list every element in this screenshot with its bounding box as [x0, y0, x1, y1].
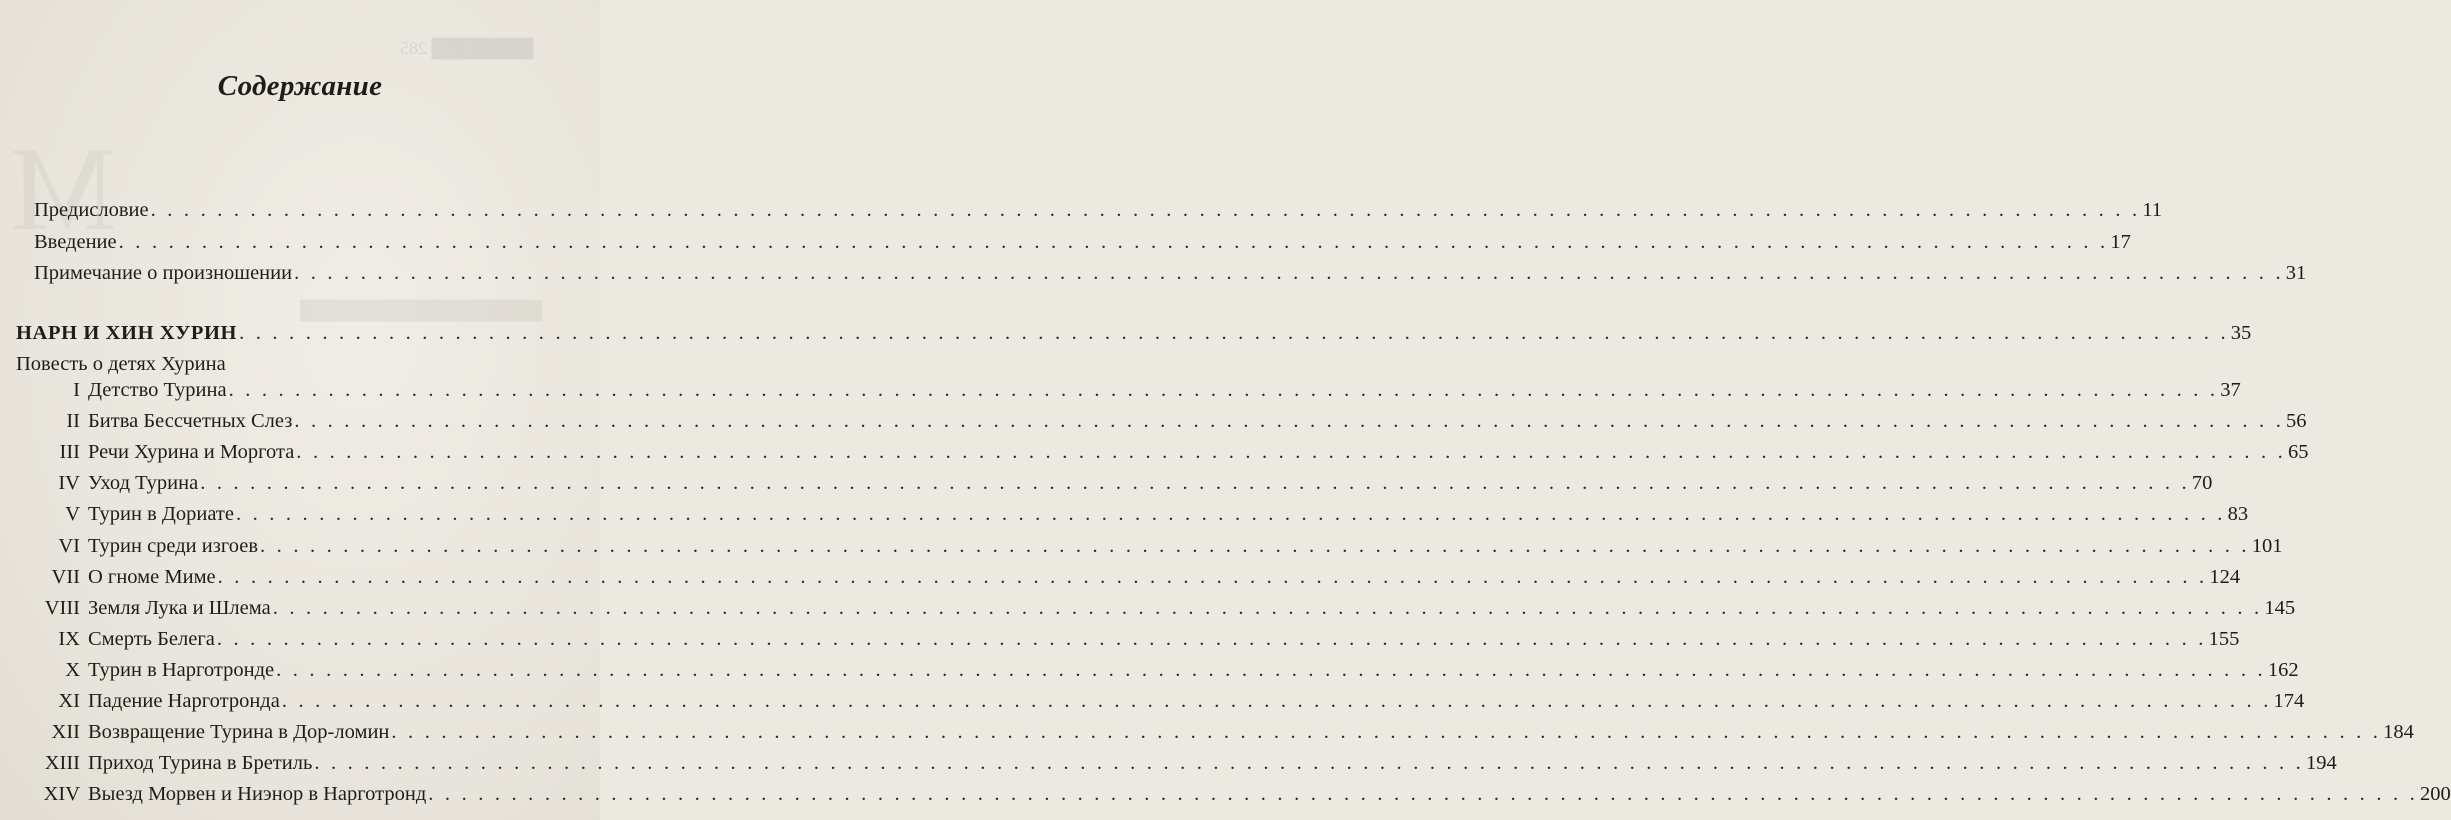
page-number: 174: [2273, 690, 2305, 712]
dot-leader: . . . . . . . . . . . . . . . . . . . . . . . . . . . . . . . . . . . . . . . . . . . . . . . . . . . . . . . . . . . . . . . . . . . . . . . . . . . . . . . . . . . . . . . . . . . . . . . . . . . . . . . . . . . . . . . . . . . . . . . .: [294, 262, 2284, 284]
toc-entry-chapter: [16, 595, 2296, 621]
chapter-number: V: [65, 503, 80, 525]
dot-leader: . . . . . . . . . . . . . . . . . . . . . . . . . . . . . . . . . . . . . . . . . . . . . . . . . . . . . . . . . . . . . . . . . . . . . . . . . . . . . . . . . . . . . . . . . . . . . . . . . . . . . . . . . . . . . . . . . . . . . . . .: [228, 379, 2219, 401]
toc-entry-chapter: [16, 439, 2309, 465]
chapter-number: III: [59, 441, 80, 463]
entry-title: Детство Турина: [88, 379, 227, 401]
entry-title: Турин в Дориате: [88, 503, 234, 525]
page-number: 145: [2264, 597, 2296, 619]
page-number: 35: [2230, 322, 2252, 344]
dot-leader: . . . . . . . . . . . . . . . . . . . . . . . . . . . . . . . . . . . . . . . . . . . . . . . . . . . . . . . . . . . . . . . . . . . . . . . . . . . . . . . . . . . . . . . . . . . . . . . . . . . . . . . . . . . . . . . . . . . . . . . .: [150, 199, 2141, 221]
entry-title: Битва Бессчетных Слез: [88, 410, 293, 432]
chapter-number: XIV: [43, 783, 80, 805]
dot-leader: . . . . . . . . . . . . . . . . . . . . . . . . . . . . . . . . . . . . . . . . . . . . . . . . . . . . . . . . . . . . . . . . . . . . . . . . . . . . . . . . . . . . . . . . . . . . . . . . . . . . . . . . . . . . . . . . . . . . . . . .: [200, 472, 2190, 494]
chapter-number: XIII: [44, 752, 80, 774]
entry-title: Падение Нарготронда: [88, 690, 280, 712]
toc-entry-chapter: [16, 470, 2213, 496]
page-number: 37: [2220, 379, 2241, 401]
toc-entry-chapter: [16, 501, 2249, 527]
entry-title: НАРН И ХИН ХУРИН: [16, 322, 238, 344]
dot-leader: . . . . . . . . . . . . . . . . . . . . . . . . . . . . . . . . . . . . . . . . . . . . . . . . . . . . . . . . . . . . . . . . . . . . . . . . . . . . . . . . . . . . . . . . . . . . . . . . . . . . . . . . . . . . . . . . . . . . . . . .: [118, 231, 2109, 253]
entry-title: Турин в Нарготронде: [88, 659, 275, 681]
dot-leader: . . . . . . . . . . . . . . . . . . . . . . . . . . . . . . . . . . . . . . . . . . . . . . . . . . . . . . . . . . . . . . . . . . . . . . . . . . . . . . . . . . . . . . . . . . . . . . . . . . . . . . . . . . . . . . . . . . . . . . . .: [428, 783, 2418, 805]
toc-entry-chapter: [16, 408, 2307, 434]
toc-entry-chapter: [16, 781, 2451, 807]
page-number: 200: [2419, 783, 2451, 805]
page-number: 162: [2267, 659, 2299, 681]
page-number: 101: [2251, 535, 2283, 557]
toc-entry-chapter: [16, 719, 2414, 745]
chapter-number: VI: [58, 535, 80, 557]
show-through-decoration: ███████████████████: [300, 300, 543, 320]
page-number: 65: [2287, 441, 2309, 463]
toc-entry-chapter: [16, 750, 2337, 776]
toc-entry-chapter: [16, 657, 2299, 683]
dot-leader: . . . . . . . . . . . . . . . . . . . . . . . . . . . . . . . . . . . . . . . . . . . . . . . . . . . . . . . . . . . . . . . . . . . . . . . . . . . . . . . . . . . . . . . . . . . . . . . . . . . . . . . . . . . . . . . . . . . . . . . .: [294, 410, 2285, 432]
toc-entry-chapter: [16, 533, 2283, 559]
dot-leader: . . . . . . . . . . . . . . . . . . . . . . . . . . . . . . . . . . . . . . . . . . . . . . . . . . . . . . . . . . . . . . . . . . . . . . . . . . . . . . . . . . . . . . . . . . . . . . . . . . . . . . . . . . . . . . . . . . . . . . . .: [272, 597, 2263, 619]
chapter-number: VII: [51, 566, 80, 588]
page-number: 17: [2110, 231, 2131, 253]
page-number: 124: [2209, 566, 2241, 588]
dot-leader: . . . . . . . . . . . . . . . . . . . . . . . . . . . . . . . . . . . . . . . . . . . . . . . . . . . . . . . . . . . . . . . . . . . . . . . . . . . . . . . . . . . . . . . . . . . . . . . . . . . . . . . . . . . . . . . . . . . . . . . .: [314, 752, 2304, 774]
dot-leader: . . . . . . . . . . . . . . . . . . . . . . . . . . . . . . . . . . . . . . . . . . . . . . . . . . . . . . . . . . . . . . . . . . . . . . . . . . . . . . . . . . . . . . . . . . . . . . . . . . . . . . . . . . . . . . . . . . . . . . . .: [276, 659, 2266, 681]
page-number: 83: [2227, 503, 2249, 525]
dot-leader: . . . . . . . . . . . . . . . . . . . . . . . . . . . . . . . . . . . . . . . . . . . . . . . . . . . . . . . . . . . . . . . . . . . . . . . . . . . . . . . . . . . . . . . . . . . . . . . . . . . . . . . . . . . . . . . . . . . . . . . .: [235, 503, 2226, 525]
entry-title: Речи Хурина и Моргота: [88, 441, 295, 463]
page-number: 31: [2285, 262, 2307, 284]
chapter-number: IX: [58, 628, 80, 650]
page-number: 194: [2306, 752, 2337, 774]
chapter-number: XII: [51, 721, 80, 743]
chapter-number: II: [66, 410, 80, 432]
show-through-decoration: ████████ 285: [400, 38, 534, 58]
chapter-number: I: [73, 379, 80, 401]
entry-title: Введение: [34, 231, 117, 253]
entry-title: Смерть Белега: [88, 628, 215, 650]
page-number: 11: [2142, 199, 2163, 221]
entry-title: Выезд Морвен и Ниэнор в Нарготронд: [88, 783, 427, 805]
chapter-number: VIII: [44, 597, 80, 619]
dot-leader: . . . . . . . . . . . . . . . . . . . . . . . . . . . . . . . . . . . . . . . . . . . . . . . . . . . . . . . . . . . . . . . . . . . . . . . . . . . . . . . . . . . . . . . . . . . . . . . . . . . . . . . . . . . . . . . . . . . . . . . .: [239, 322, 2229, 344]
entry-title: О гноме Миме: [88, 566, 216, 588]
page-number: 56: [2286, 410, 2307, 432]
chapter-number: XI: [58, 690, 80, 712]
chapter-number: IV: [58, 472, 80, 494]
entry-title: Уход Турина: [88, 472, 199, 494]
entry-title: Предисловие: [34, 199, 149, 221]
dot-leader: . . . . . . . . . . . . . . . . . . . . . . . . . . . . . . . . . . . . . . . . . . . . . . . . . . . . . . . . . . . . . . . . . . . . . . . . . . . . . . . . . . . . . . . . . . . . . . . . . . . . . . . . . . . . . . . . . . . . . . . .: [281, 690, 2272, 712]
page-number: 155: [2208, 628, 2240, 650]
dot-leader: . . . . . . . . . . . . . . . . . . . . . . . . . . . . . . . . . . . . . . . . . . . . . . . . . . . . . . . . . . . . . . . . . . . . . . . . . . . . . . . . . . . . . . . . . . . . . . . . . . . . . . . . . . . . . . . . . . . . . . . .: [217, 566, 2208, 588]
page-title: Содержание: [217, 70, 383, 102]
chapter-number: X: [65, 659, 80, 681]
dot-leader: . . . . . . . . . . . . . . . . . . . . . . . . . . . . . . . . . . . . . . . . . . . . . . . . . . . . . . . . . . . . . . . . . . . . . . . . . . . . . . . . . . . . . . . . . . . . . . . . . . . . . . . . . . . . . . . . . . . . . . . .: [260, 535, 2250, 557]
toc-entry-front-matter: [34, 197, 2163, 223]
toc-entry-part: [16, 320, 2252, 346]
dot-leader: . . . . . . . . . . . . . . . . . . . . . . . . . . . . . . . . . . . . . . . . . . . . . . . . . . . . . . . . . . . . . . . . . . . . . . . . . . . . . . . . . . . . . . . . . . . . . . . . . . . . . . . . . . . . . . . . . . . . . . . .: [296, 441, 2286, 463]
entry-title: Земля Лука и Шлема: [88, 597, 271, 619]
entry-title: Приход Турина в Бретиль: [88, 752, 313, 774]
section-subtitle: Повесть о детях Хурина: [16, 353, 226, 375]
entry-title: Примечание о произношении: [34, 262, 293, 284]
dot-leader: . . . . . . . . . . . . . . . . . . . . . . . . . . . . . . . . . . . . . . . . . . . . . . . . . . . . . . . . . . . . . . . . . . . . . . . . . . . . . . . . . . . . . . . . . . . . . . . . . . . . . . . . . . . . . . . . . . . . . . . .: [216, 628, 2207, 650]
toc-entry-front-matter: [34, 260, 2307, 286]
toc-entry-chapter: [16, 626, 2240, 652]
toc-entry-chapter: [16, 564, 2241, 590]
entry-title: Возвращение Турина в Дор-ломин: [88, 721, 390, 743]
toc-entry-chapter: [16, 377, 2241, 403]
page-number: 70: [2191, 472, 2213, 494]
toc-entry-front-matter: [34, 229, 2131, 255]
entry-title: Турин среди изгоев: [88, 535, 259, 557]
toc-entry-chapter: [16, 688, 2305, 714]
page-number: 184: [2383, 721, 2414, 743]
dot-leader: . . . . . . . . . . . . . . . . . . . . . . . . . . . . . . . . . . . . . . . . . . . . . . . . . . . . . . . . . . . . . . . . . . . . . . . . . . . . . . . . . . . . . . . . . . . . . . . . . . . . . . . . . . . . . . . . . . . . . . . .: [391, 721, 2382, 743]
